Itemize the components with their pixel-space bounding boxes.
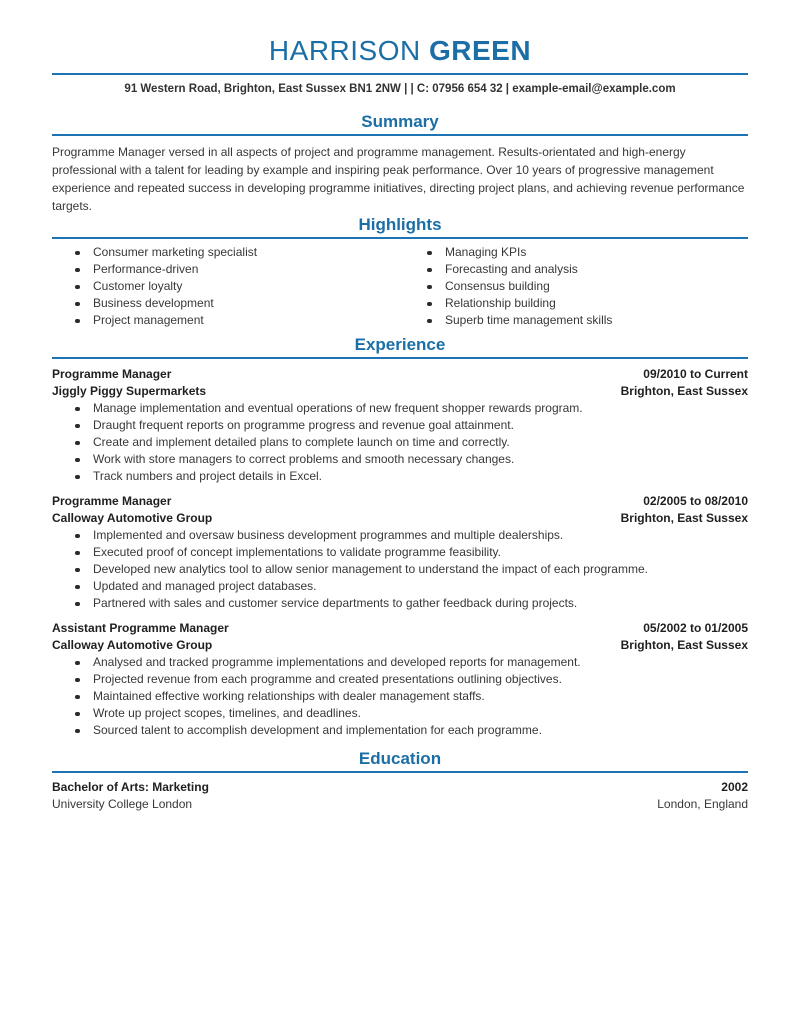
highlight-item: Forecasting and analysis (404, 261, 748, 278)
highlight-item: Relationship building (404, 295, 748, 312)
job-title-row (52, 366, 748, 383)
highlights-left-list (52, 244, 404, 329)
job-bullet: Maintained effective working relationships with dealer management staffs. (52, 688, 748, 705)
job-dates: 02/2005 to 08/2010 (643, 494, 748, 508)
job-location: Brighton, East Sussex (620, 384, 748, 398)
highlight-item: Consumer marketing specialist (52, 244, 404, 261)
job-location: Brighton, East Sussex (620, 511, 748, 525)
education-school: University College London (52, 797, 193, 811)
header-divider (52, 73, 748, 75)
job-bullet: Manage implementation and eventual operations of new frequent shopper rewards program. (52, 400, 748, 417)
highlights-title: Highlights (358, 215, 442, 234)
experience-section-heading (52, 335, 748, 359)
job-company: Jiggly Piggy Supermarkets (52, 384, 207, 398)
highlights-columns (52, 244, 748, 329)
job-bullet: Create and implement detailed plans to complete launch on time and correctly. (52, 434, 748, 451)
education-title: Education (358, 749, 442, 768)
job-bullet-list (52, 400, 748, 485)
candidate-first-name: HARRISON (268, 35, 421, 66)
education-section-heading (52, 749, 748, 773)
candidate-last-name: GREEN (429, 35, 532, 66)
job-company-row (52, 510, 748, 527)
highlight-item: Superb time management skills (404, 312, 748, 329)
highlights-right-list (404, 244, 748, 329)
job-entry-2 (52, 493, 748, 612)
job-company: Calloway Automotive Group (52, 638, 213, 652)
summary-text: Programme Manager versed in all aspects of project and programme management. Results-orientated and high-energy professional with a talent for leading by example and inspiring peak performance. Over 10 years of progressive management experience and repeated success in developing programme initiatives, directing project plans, and achieving revenue performance targets. (52, 145, 745, 213)
summary-section-heading (52, 112, 748, 136)
job-dates: 05/2002 to 01/2005 (643, 621, 748, 635)
job-bullet: Wrote up project scopes, timelines, and deadlines. (52, 705, 748, 722)
job-bullet: Analysed and tracked programme implementations and developed reports for management. (52, 654, 748, 671)
job-bullet: Work with store managers to correct problems and smooth necessary changes. (52, 451, 748, 468)
job-dates: 09/2010 to Current (643, 367, 748, 381)
job-bullet: Partnered with sales and customer service departments to gather feedback during projects. (52, 595, 748, 612)
job-bullet-list (52, 654, 748, 739)
job-location: Brighton, East Sussex (620, 638, 748, 652)
job-entry-1 (52, 366, 748, 485)
job-title-row (52, 493, 748, 510)
job-company: Calloway Automotive Group (52, 511, 213, 525)
job-entry-3 (52, 620, 748, 739)
contact-line: 91 Western Road, Brighton, East Sussex BN1 2NW | | C: 07956 654 32 | example-email@example.com (124, 83, 676, 95)
highlight-item: Business development (52, 295, 404, 312)
highlights-section-heading (52, 215, 748, 239)
job-bullet: Implemented and oversaw business development programmes and multiple dealerships. (52, 527, 748, 544)
job-bullet: Track numbers and project details in Excel. (52, 468, 748, 485)
highlight-item: Performance-driven (52, 261, 404, 278)
highlight-item: Managing KPIs (404, 244, 748, 261)
candidate-name (52, 0, 748, 65)
education-degree-row (52, 779, 748, 796)
highlight-item: Consensus building (404, 278, 748, 295)
summary-title: Summary (361, 112, 439, 131)
job-bullet: Developed new analytics tool to allow senior management to understand the impact of each programme. (52, 561, 748, 578)
education-entry (52, 779, 748, 813)
education-location: London, England (657, 797, 748, 811)
job-bullet: Executed proof of concept implementations to validate programme feasibility. (52, 544, 748, 561)
education-degree: Bachelor of Arts: Marketing (52, 780, 209, 794)
job-title: Programme Manager (52, 367, 172, 381)
job-bullet: Projected revenue from each programme and created presentations outlining objectives. (52, 671, 748, 688)
education-year: 2002 (721, 780, 748, 794)
education-school-row (52, 796, 748, 813)
job-bullet: Updated and managed project databases. (52, 578, 748, 595)
highlight-item: Project management (52, 312, 404, 329)
job-bullet: Draught frequent reports on programme progress and revenue goal attainment. (52, 417, 748, 434)
job-title: Programme Manager (52, 494, 172, 508)
job-company-row (52, 637, 748, 654)
highlight-item: Customer loyalty (52, 278, 404, 295)
resume-header (52, 0, 748, 96)
job-title: Assistant Programme Manager (52, 621, 229, 635)
job-bullet-list (52, 527, 748, 612)
job-company-row (52, 383, 748, 400)
job-title-row (52, 620, 748, 637)
experience-title: Experience (354, 335, 446, 354)
job-bullet: Sourced talent to accomplish development and implementation for each programme. (52, 722, 748, 739)
